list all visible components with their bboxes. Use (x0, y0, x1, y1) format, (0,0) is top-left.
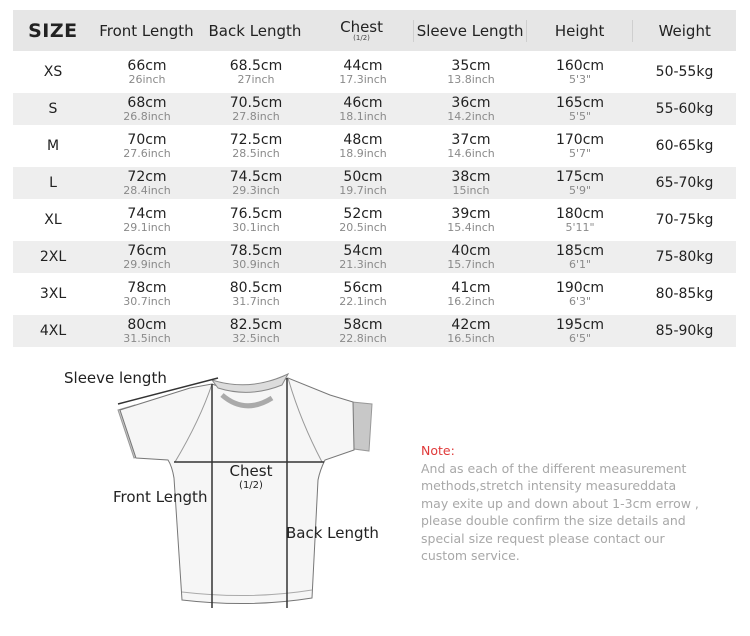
size-value: 4XL (39, 323, 67, 339)
sleeve-cm: 41cm (451, 279, 491, 296)
front-inch: 29.1inch (123, 220, 171, 234)
front-inch: 31.5inch (123, 331, 171, 345)
height-cm: 180cm (555, 205, 605, 222)
chest-inch: 17.3inch (339, 72, 387, 86)
cell-chest (311, 93, 415, 125)
height-ft: 6'1" (568, 257, 592, 271)
cell-front-length (93, 56, 201, 88)
cell-size (13, 56, 93, 88)
front-inch: 26.8inch (123, 109, 171, 123)
header-chest-sub: (1/2) (353, 34, 370, 42)
table-header (13, 10, 736, 51)
sleeve-inch: 15.7inch (447, 257, 495, 271)
back-cm: 74.5cm (229, 168, 283, 185)
cell-back-length (201, 278, 311, 310)
size-value: XL (44, 212, 62, 228)
cell-sleeve-length (415, 241, 527, 273)
weight-value: 80-85kg (655, 286, 714, 302)
front-cm: 66cm (127, 57, 167, 74)
header-front-length: Front Length (99, 21, 194, 40)
cell-size (13, 93, 93, 125)
cell-sleeve-length (415, 315, 527, 347)
size-value: S (48, 101, 58, 117)
cell-sleeve-length (415, 167, 527, 199)
size-value: M (46, 138, 60, 154)
height-ft: 5'5" (568, 109, 592, 123)
cell-back-length (201, 315, 311, 347)
height-ft: 5'11" (565, 220, 595, 234)
size-value: L (49, 175, 57, 191)
cell-front-length (93, 278, 201, 310)
chest-inch: 22.8inch (339, 331, 387, 345)
size-value: 2XL (39, 249, 67, 265)
chest-cm: 50cm (343, 168, 383, 185)
header-back-length: Back Length (208, 21, 302, 40)
front-inch: 29.9inch (123, 257, 171, 271)
cell-back-length (201, 56, 311, 88)
cell-weight (633, 93, 736, 125)
note-box (421, 442, 721, 565)
note-line: And as each of the different measurement (421, 460, 687, 476)
height-cm: 190cm (555, 279, 605, 296)
sleeve-length-label: Sleeve length (64, 369, 167, 387)
cell-chest (311, 315, 415, 347)
note-line: may exite up and down about 1-3cm errow , (421, 495, 699, 511)
chest-inch: 19.7inch (339, 183, 387, 197)
height-ft: 5'7" (568, 146, 592, 160)
header-chest-label: Chest (340, 18, 383, 36)
header-size: SIZE (28, 19, 78, 42)
cell-height (527, 130, 633, 162)
height-ft: 6'5" (568, 331, 592, 345)
weight-value: 75-80kg (655, 249, 714, 265)
size-chart-table (13, 10, 736, 347)
back-inch: 31.7inch (232, 294, 280, 308)
chest-inch: 18.1inch (339, 109, 387, 123)
height-cm: 160cm (555, 57, 605, 74)
cell-sleeve-length (415, 130, 527, 162)
front-cm: 72cm (127, 168, 167, 185)
cell-chest (311, 56, 415, 88)
cell-weight (633, 167, 736, 199)
height-cm: 195cm (555, 316, 605, 333)
chest-label-group (228, 462, 274, 491)
front-cm: 76cm (127, 242, 167, 259)
size-value: XS (43, 64, 63, 80)
cell-sleeve-length (415, 278, 527, 310)
back-inch: 28.5inch (232, 146, 280, 160)
height-ft: 5'9" (568, 183, 592, 197)
weight-value: 65-70kg (655, 175, 714, 191)
header-height: Height (526, 20, 633, 42)
cell-weight (633, 130, 736, 162)
chest-cm: 52cm (343, 205, 383, 222)
cell-front-length (93, 241, 201, 273)
cell-chest (311, 241, 415, 273)
chest-inch: 18.9inch (339, 146, 387, 160)
back-inch: 27inch (237, 72, 275, 86)
cell-weight (633, 241, 736, 273)
cell-chest (311, 167, 415, 199)
front-inch: 30.7inch (123, 294, 171, 308)
chest-cm: 54cm (343, 242, 383, 259)
cell-chest (311, 204, 415, 236)
cell-front-length (93, 167, 201, 199)
table-row (13, 93, 736, 125)
sleeve-cm: 37cm (451, 131, 491, 148)
height-ft: 5'3" (568, 72, 592, 86)
height-cm: 170cm (555, 131, 605, 148)
cell-size (13, 278, 93, 310)
table-row (13, 167, 736, 199)
table-row (13, 56, 736, 88)
front-cm: 70cm (127, 131, 167, 148)
right-sleeve-cuff (352, 402, 372, 451)
size-value: 3XL (39, 286, 67, 302)
chest-cm: 58cm (343, 316, 383, 333)
sleeve-inch: 14.6inch (447, 146, 495, 160)
height-ft: 6'3" (568, 294, 592, 308)
back-inch: 29.3inch (232, 183, 280, 197)
table-row (13, 315, 736, 347)
cell-back-length (201, 93, 311, 125)
sleeve-cm: 39cm (451, 205, 491, 222)
table-body (13, 56, 736, 347)
front-cm: 74cm (127, 205, 167, 222)
back-cm: 78.5cm (229, 242, 283, 259)
back-inch: 32.5inch (232, 331, 280, 345)
cell-front-length (93, 204, 201, 236)
cell-back-length (201, 204, 311, 236)
cell-sleeve-length (415, 93, 527, 125)
cell-weight (633, 204, 736, 236)
cell-back-length (201, 241, 311, 273)
front-inch: 27.6inch (123, 146, 171, 160)
sleeve-inch: 13.8inch (447, 72, 495, 86)
back-cm: 70.5cm (229, 94, 283, 111)
cell-weight (633, 56, 736, 88)
chest-label: Chest (229, 462, 273, 480)
back-length-label: Back Length (286, 524, 379, 542)
table-row (13, 241, 736, 273)
sleeve-cm: 40cm (451, 242, 491, 259)
cell-sleeve-length (415, 204, 527, 236)
header-chest (310, 20, 414, 42)
cell-size (13, 315, 93, 347)
cell-front-length (93, 93, 201, 125)
header-sleeve-length: Sleeve Length (413, 20, 526, 42)
note-line: methods,stretch intensity measureddata (421, 478, 677, 493)
cell-height (527, 315, 633, 347)
weight-value: 50-55kg (655, 64, 714, 80)
sleeve-cm: 36cm (451, 94, 491, 111)
cell-size (13, 167, 93, 199)
cell-front-length (93, 130, 201, 162)
front-length-label: Front Length (113, 488, 208, 506)
weight-value: 60-65kg (655, 138, 714, 154)
weight-value: 55-60kg (655, 101, 714, 117)
chest-inch: 22.1inch (339, 294, 387, 308)
chest-cm: 44cm (343, 57, 383, 74)
back-inch: 30.9inch (232, 257, 280, 271)
table-row (13, 204, 736, 236)
header-weight: Weight (632, 20, 736, 42)
cell-height (527, 167, 633, 199)
chest-inch: 20.5inch (339, 220, 387, 234)
back-cm: 68.5cm (229, 57, 283, 74)
chest-cm: 56cm (343, 279, 383, 296)
note-line: custom service. (421, 548, 520, 563)
cell-weight (633, 278, 736, 310)
sleeve-inch: 15inch (452, 183, 490, 197)
cell-weight (633, 315, 736, 347)
front-inch: 26inch (128, 72, 166, 86)
back-cm: 76.5cm (229, 205, 283, 222)
note-line: special size request please contact our (421, 530, 665, 546)
tshirt-diagram (0, 350, 420, 636)
back-cm: 82.5cm (229, 316, 283, 333)
table-row (13, 278, 736, 310)
front-cm: 68cm (127, 94, 167, 111)
sleeve-inch: 16.2inch (447, 294, 495, 308)
back-inch: 30.1inch (232, 220, 280, 234)
cell-size (13, 130, 93, 162)
cell-size (13, 241, 93, 273)
sleeve-inch: 15.4inch (447, 220, 495, 234)
front-cm: 80cm (127, 316, 167, 333)
sleeve-cm: 38cm (451, 168, 491, 185)
chest-cm: 46cm (343, 94, 383, 111)
back-cm: 72.5cm (229, 131, 283, 148)
weight-value: 70-75kg (655, 212, 714, 228)
front-cm: 78cm (127, 279, 167, 296)
cell-height (527, 93, 633, 125)
cell-height (527, 204, 633, 236)
cell-chest (311, 278, 415, 310)
cell-chest (311, 130, 415, 162)
chest-inch: 21.3inch (339, 257, 387, 271)
cell-front-length (93, 315, 201, 347)
back-inch: 27.8inch (232, 109, 280, 123)
cell-back-length (201, 130, 311, 162)
weight-value: 85-90kg (655, 323, 714, 339)
note-line: please double confirm the size details and (421, 513, 686, 528)
cell-height (527, 56, 633, 88)
back-cm: 80.5cm (229, 279, 283, 296)
height-cm: 175cm (555, 168, 605, 185)
cell-back-length (201, 167, 311, 199)
height-cm: 185cm (555, 242, 605, 259)
cell-sleeve-length (415, 56, 527, 88)
sleeve-cm: 42cm (451, 316, 491, 333)
chest-cm: 48cm (343, 131, 383, 148)
table-row (13, 130, 736, 162)
sleeve-cm: 35cm (451, 57, 491, 74)
cell-height (527, 241, 633, 273)
sleeve-inch: 14.2inch (447, 109, 495, 123)
chest-sub-label: (1/2) (239, 480, 263, 491)
cell-size (13, 204, 93, 236)
cell-height (527, 278, 633, 310)
sleeve-inch: 16.5inch (447, 331, 495, 345)
height-cm: 165cm (555, 94, 605, 111)
note-title: Note: (421, 443, 455, 458)
front-inch: 28.4inch (123, 183, 171, 197)
